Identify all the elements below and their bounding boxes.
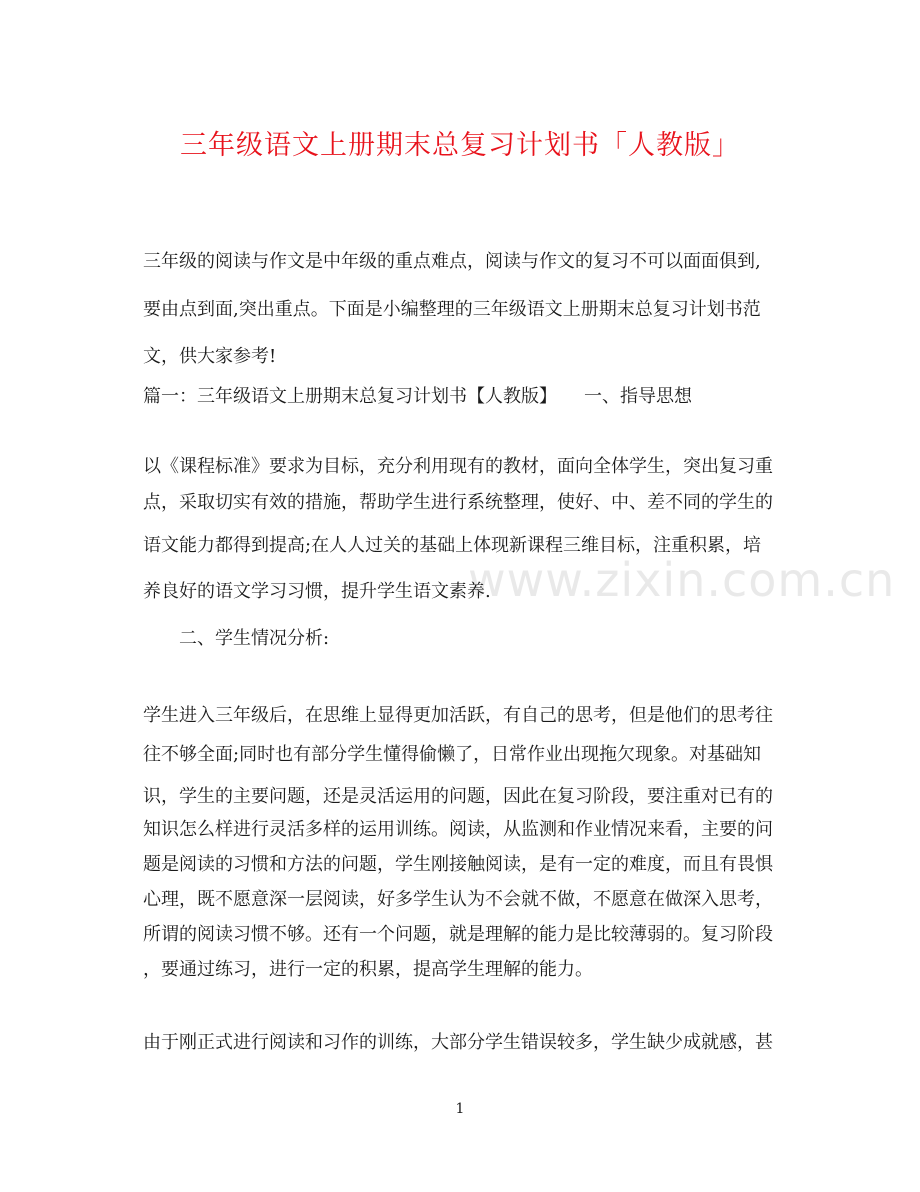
section-heading-guiding-ideas: 篇一：三年级语文上册期末总复习计划书【人教版】 一、指导思想: [143, 386, 692, 407]
guiding-line-2: 点，采取切实有效的措施，帮助学生进行系统整理，使好、中、差不同的学生的: [143, 492, 773, 513]
analysis-line-8: ，要通过练习，进行一定的积累，提高学生理解的能力。: [143, 959, 593, 980]
analysis-line-2: 往不够全面;同时也有部分学生懂得偷懒了，日常作业出现拖欠现象。对基础知: [143, 744, 762, 765]
document-title: 三年级语文上册期末总复习计划书「人教版」: [180, 130, 740, 161]
guiding-line-3: 语文能力都得到提高;在人人过关的基础上体现新课程三维目标，注重积累，培: [143, 535, 762, 556]
guiding-line-4: 养良好的语文学习习惯，提升学生语文素养.: [143, 581, 491, 602]
analysis-line-4: 知识怎么样进行灵活多样的运用训练。阅读，从监测和作业情况来看，主要的问: [143, 819, 773, 840]
intro-line-2: 要由点到面,突出重点。下面是小编整理的三年级语文上册期末总复习计划书范: [143, 299, 761, 320]
analysis-line-7: 所谓的阅读习惯不够。还有一个问题，就是理解的能力是比较薄弱的。复习阶段: [143, 924, 773, 945]
analysis-line-5: 题是阅读的习惯和方法的问题，学生刚接触阅读，是有一定的难度，而且有畏惧: [143, 854, 773, 875]
analysis-line-6: 心理，既不愿意深一层阅读，好多学生认为不会就不做，不愿意在做深入思考，: [143, 889, 773, 910]
section-heading-student-analysis: 二、学生情况分析:: [143, 628, 330, 649]
intro-line-3: 文，供大家参考!: [143, 346, 277, 367]
intro-line-1: 三年级的阅读与作文是中年级的重点难点，阅读与作文的复习不可以面面俱到,: [143, 251, 761, 272]
analysis-line-1: 学生进入三年级后，在思维上显得更加活跃，有自己的思考，但是他们的思考往: [143, 705, 773, 726]
guiding-line-1: 以《课程标准》要求为目标，充分利用现有的教材，面向全体学生，突出复习重: [143, 456, 773, 477]
closing-line-1: 由于刚正式进行阅读和习作的训练，大部分学生错误较多，学生缺少成就感，甚: [143, 1032, 773, 1053]
watermark-text: www.zixin.com.cn: [468, 553, 896, 607]
page-number: 1: [455, 1101, 465, 1117]
analysis-line-3: 识，学生的主要问题，还是灵活运用的问题，因此在复习阶段，要注重对已有的: [143, 786, 773, 807]
